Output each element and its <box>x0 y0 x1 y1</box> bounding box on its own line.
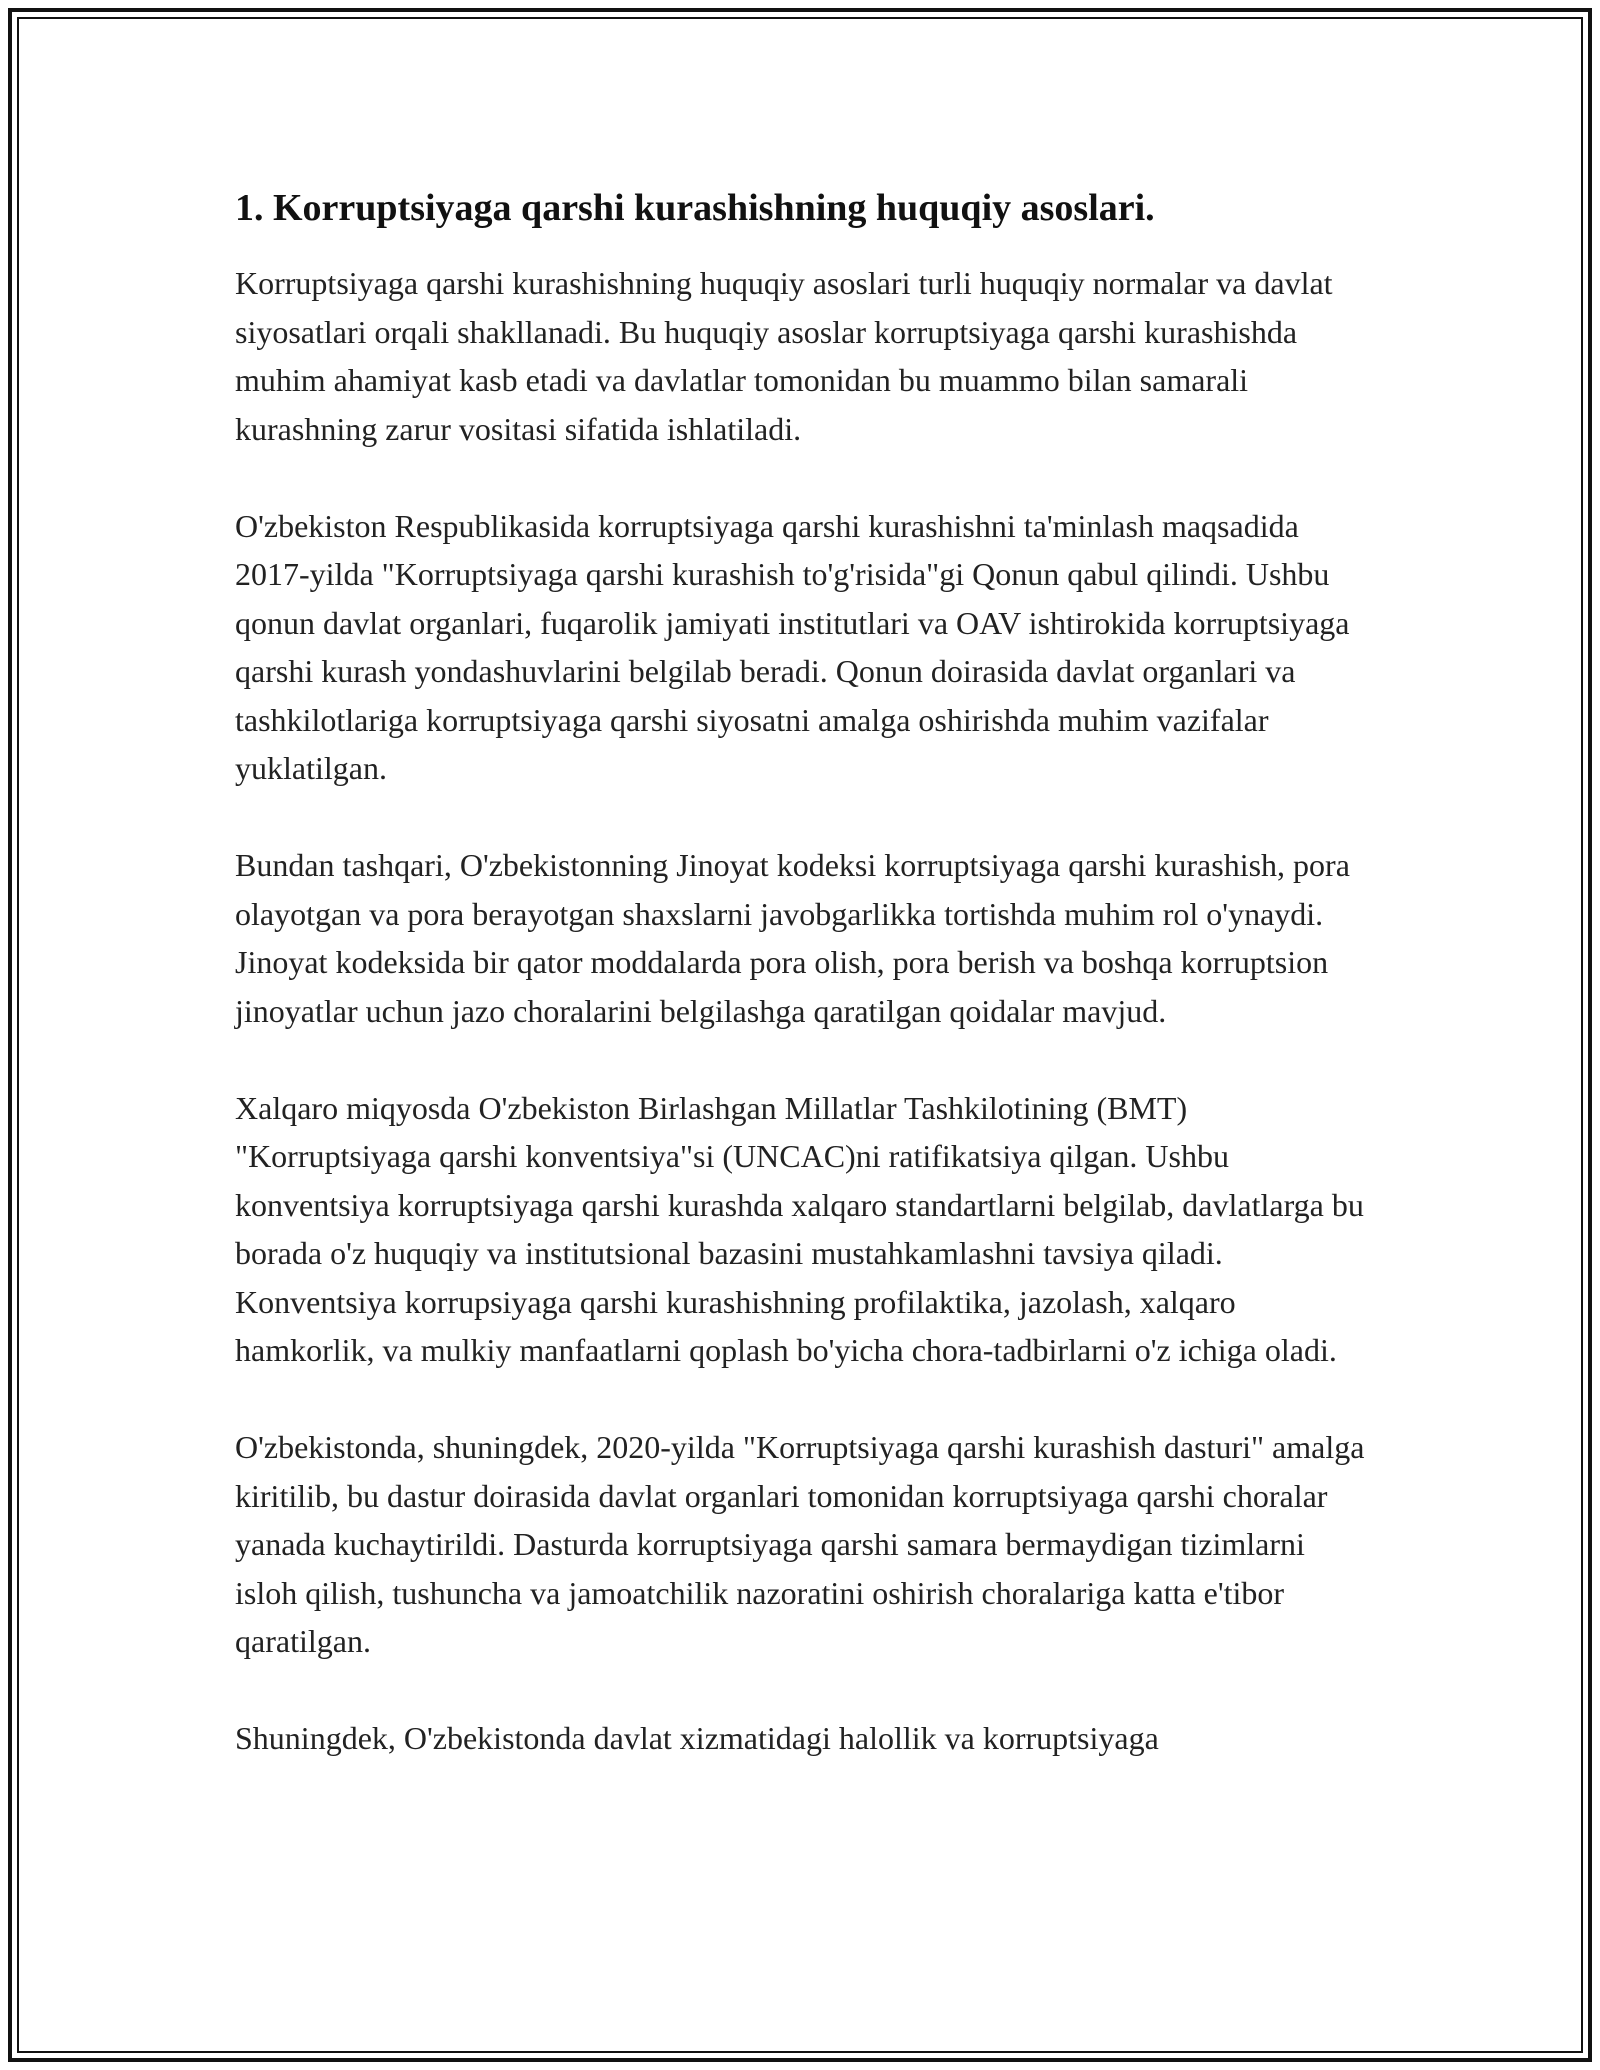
paragraph-2020-program: O'zbekistonda, shuningdek, 2020-yilda "Korruptsiyaga qarshi kurashish dasturi" amalga kiritilib, bu dastur doirasida davlat organlari tomonidan korruptsiyaga qarshi choralar yanada kuchaytirildi. Dasturda korruptsiyaga qarshi samara bermaydigan tizimlarni isloh qilish, tushuncha va jamoatchilik nazoratini oshirish choralariga katta e'tibor qaratilgan. <box>235 1429 1365 1660</box>
paragraph-integrity: Shuningdek, O'zbekistonda davlat xizmatidagi halollik va korruptsiyaga <box>235 1720 1159 1757</box>
paragraph-criminal-code: Bundan tashqari, O'zbekistonning Jinoyat kodeksi korruptsiyaga qarshi kurashish, pora olayotgan va pora berayotgan shaxslarni javobgarlikka tortishda muhim rol o'ynaydi. Jinoyat kodeksida bir qator moddalarda pora olish, pora berish va boshqa korruptsion jinoyatlar uchun jazo choralarini belgilashga qaratilgan qoidalar mavjud. <box>235 847 1350 1029</box>
paragraph-uncac: Xalqaro miqyosda O'zbekiston Birlashgan Millatlar Tashkilotining (BMT) "Korruptsiyaga qarshi konventsiya"si (UNCAC)ni ratifikatsiya qilgan. Ushbu konventsiya korruptsiyaga qarshi kurashda xalqaro standartlarni belgilab, davlatlarga bu borada o'z huquqiy va institutsional bazasini mustahkamlashni tavsiya qiladi. Konventsiya korrupsiyaga qarshi kurashishning profilaktika, jazolash, xalqaro hamkorlik, va mulkiy manfaatlarni qoplash bo'yicha chora-tadbirlarni o'z ichiga oladi. <box>235 1089 1364 1369</box>
section-heading: 1. Korruptsiyaga qarshi kurashishning huquqiy asoslari. <box>235 187 1155 229</box>
paragraph-legal-foundations: Korruptsiyaga qarshi kurashishning huquqiy asoslari turli huquqiy normalar va davlat siyosatlari orqali shakllanadi. Bu huquqiy asoslar korruptsiyaga qarshi kurashishda muhim ahamiyat kasb etadi va davlatlar tomonidan bu muammo bilan samarali kurashning zarur vositasi sifatida ishlatiladi. <box>235 265 1333 447</box>
paragraph-2017-law: O'zbekiston Respublikasida korruptsiyaga qarshi kurashishni ta'minlash maqsadida 2017-yilda "Korruptsiyaga qarshi kurashish to'g'risida"gi Qonun qabul qilindi. Ushbu qonun davlat organlari, fuqarolik jamiyati institutlari va OAV ishtirokida korruptsiyaga qarshi kurash yondashuvlarini belgilab beradi. Qonun doirasida davlat organlari va tashkilotlariga korruptsiyaga qarshi siyosatni amalga oshirishda muhim vazifalar yuklatilgan. <box>235 507 1350 787</box>
document-body <box>235 184 1365 1763</box>
